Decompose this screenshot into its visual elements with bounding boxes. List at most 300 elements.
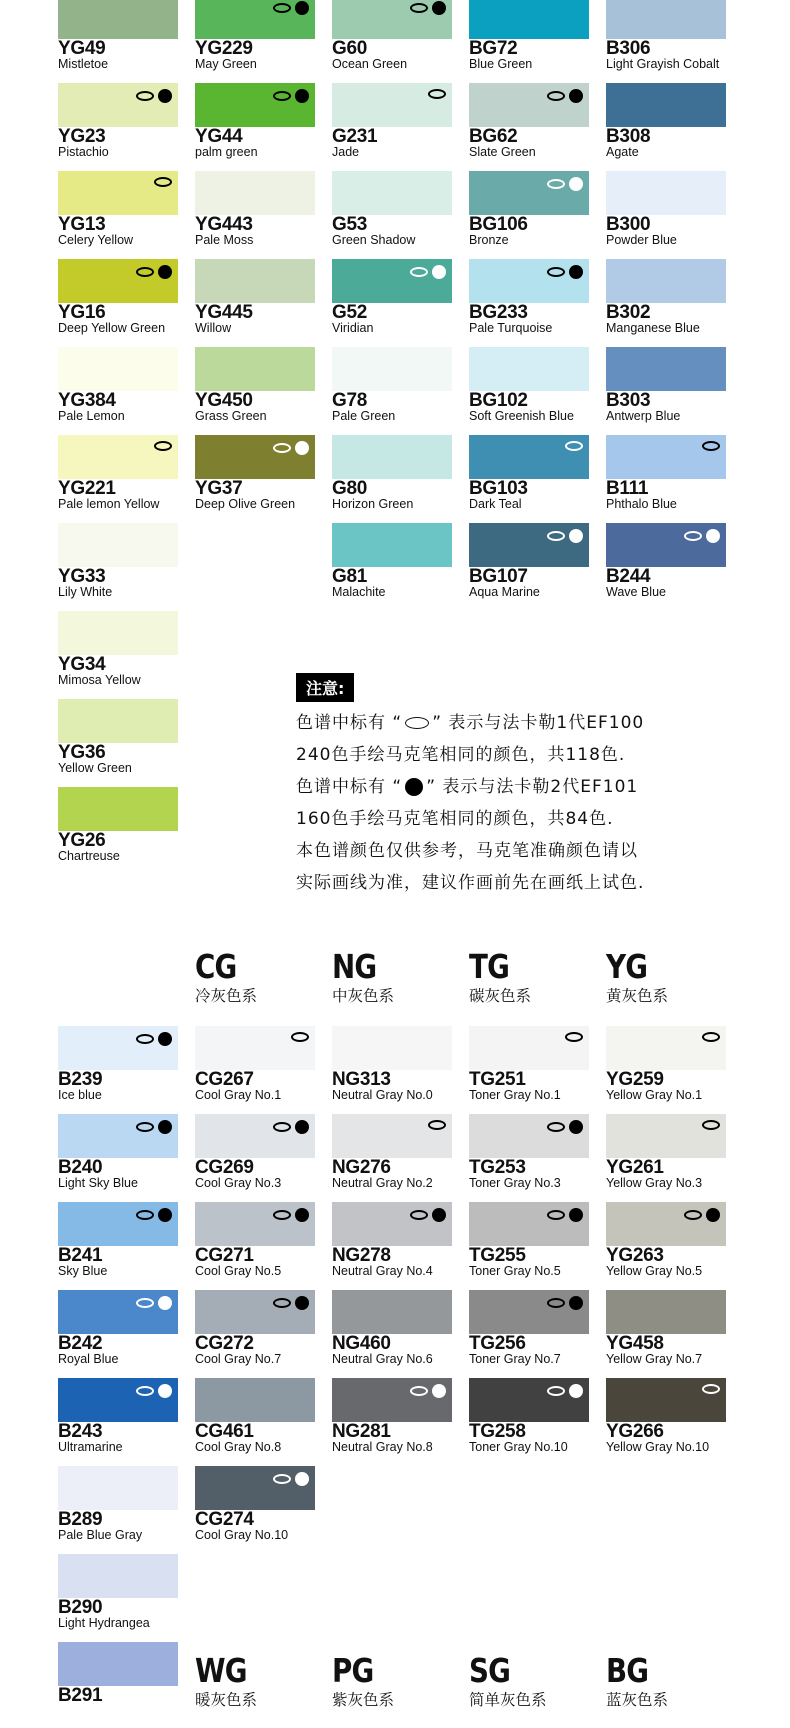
color-name: Powder Blue <box>606 233 677 247</box>
group-header <box>195 948 325 1006</box>
color-swatch <box>58 1378 178 1422</box>
color-name: Willow <box>195 321 232 335</box>
filled-circle-icon <box>158 1384 172 1398</box>
color-swatch-card <box>195 435 317 521</box>
marker-compat-icons <box>565 1032 583 1042</box>
color-swatch-card <box>195 0 317 81</box>
color-code: YG26 <box>58 830 106 851</box>
color-swatch <box>332 0 452 39</box>
color-code: YG44 <box>195 126 243 147</box>
open-circle-icon <box>702 441 720 451</box>
color-swatch <box>58 611 178 655</box>
open-circle-icon <box>136 267 154 277</box>
color-code: B300 <box>606 214 651 235</box>
color-swatch-card <box>332 1202 454 1288</box>
color-name: Grass Green <box>195 409 267 423</box>
color-swatch <box>195 0 315 39</box>
open-circle-icon <box>547 1122 565 1132</box>
open-circle-icon <box>702 1120 720 1130</box>
marker-compat-icons <box>273 441 309 455</box>
color-name: Wave Blue <box>606 585 666 599</box>
color-swatch <box>469 1026 589 1070</box>
color-name: Aqua Marine <box>469 585 540 599</box>
color-code: B243 <box>58 1421 103 1442</box>
filled-circle-icon <box>706 1208 720 1222</box>
color-swatch-card <box>332 0 454 81</box>
color-swatch <box>58 1202 178 1246</box>
marker-compat-icons <box>410 1 446 15</box>
color-code: B242 <box>58 1333 103 1354</box>
color-name: Pale Blue Gray <box>58 1528 143 1542</box>
color-name: Dark Teal <box>469 497 522 511</box>
color-code: CG267 <box>195 1069 254 1090</box>
color-name: Antwerp Blue <box>606 409 681 423</box>
group-subtitle: 紫灰色系 <box>332 1691 395 1709</box>
color-code: TG256 <box>469 1333 526 1354</box>
marker-compat-icons <box>136 1384 172 1398</box>
marker-compat-icons <box>273 1 309 15</box>
color-swatch-card <box>606 1202 728 1288</box>
color-name: Toner Gray No.3 <box>469 1176 561 1190</box>
open-circle-icon <box>428 89 446 99</box>
open-circle-icon <box>547 1386 565 1396</box>
color-code: B306 <box>606 38 651 59</box>
color-name: Neutral Gray No.8 <box>332 1440 433 1454</box>
open-circle-icon <box>547 179 565 189</box>
color-name: Green Shadow <box>332 233 416 247</box>
color-code: NG276 <box>332 1157 391 1178</box>
filled-circle-icon <box>569 1120 583 1134</box>
color-code: CG272 <box>195 1333 254 1354</box>
color-swatch-card <box>58 611 180 697</box>
marker-compat-icons <box>136 265 172 279</box>
open-circle-icon <box>410 1386 428 1396</box>
color-swatch-card <box>332 1378 454 1464</box>
filled-circle-icon <box>158 89 172 103</box>
color-code: CG269 <box>195 1157 254 1178</box>
color-swatch-card <box>195 1378 317 1464</box>
color-name: Light Hydrangea <box>58 1616 150 1630</box>
open-circle-icon <box>547 91 565 101</box>
color-name: Slate Green <box>469 145 536 159</box>
color-swatch <box>469 1290 589 1334</box>
color-code: YG450 <box>195 390 253 411</box>
color-swatch <box>606 1202 726 1246</box>
color-name: Ocean Green <box>332 57 408 71</box>
marker-compat-icons <box>428 89 446 99</box>
group-header <box>606 948 736 1006</box>
filled-circle-icon <box>295 1472 309 1486</box>
filled-circle-icon <box>569 265 583 279</box>
color-code: NG313 <box>332 1069 391 1090</box>
color-swatch <box>58 1554 178 1598</box>
color-name: Neutral Gray No.4 <box>332 1264 433 1278</box>
marker-compat-icons <box>136 1120 172 1134</box>
color-swatch-card <box>58 1466 180 1552</box>
color-name: Phthalo Blue <box>606 497 677 511</box>
color-code: NG281 <box>332 1421 391 1442</box>
marker-compat-icons <box>136 1296 172 1310</box>
color-name: Cool Gray No.5 <box>195 1264 282 1278</box>
open-circle-icon <box>547 531 565 541</box>
group-header <box>195 1652 325 1710</box>
color-swatch-card <box>606 259 728 345</box>
marker-compat-icons <box>702 441 720 451</box>
color-code: CG461 <box>195 1421 254 1442</box>
open-circle-icon <box>547 1210 565 1220</box>
note-line-1 <box>296 713 726 734</box>
filled-circle-icon <box>432 265 446 279</box>
color-name: Jade <box>332 145 360 159</box>
color-swatch <box>195 435 315 479</box>
color-swatch <box>332 1114 452 1158</box>
open-circle-icon <box>410 3 428 13</box>
color-swatch <box>58 699 178 743</box>
color-name: Chartreuse <box>58 849 120 863</box>
color-swatch <box>606 0 726 39</box>
color-swatch <box>332 1202 452 1246</box>
color-code: B239 <box>58 1069 103 1090</box>
marker-compat-icons <box>273 89 309 103</box>
color-swatch-card <box>469 259 591 345</box>
color-swatch <box>58 83 178 127</box>
open-circle-icon <box>428 1120 446 1130</box>
color-name: Celery Yellow <box>58 233 134 247</box>
color-swatch <box>332 83 452 127</box>
color-swatch <box>332 523 452 567</box>
color-name: May Green <box>195 57 257 71</box>
color-swatch-card <box>58 1114 180 1200</box>
color-swatch <box>195 347 315 391</box>
group-subtitle: 冷灰色系 <box>195 987 258 1005</box>
color-name: Toner Gray No.1 <box>469 1088 561 1102</box>
group-subtitle: 暖灰色系 <box>195 1691 258 1709</box>
color-swatch-card <box>58 1554 180 1640</box>
color-swatch <box>58 787 178 831</box>
color-code: B302 <box>606 302 651 323</box>
color-name: Pistachio <box>58 145 109 159</box>
color-swatch-card <box>606 1378 728 1464</box>
open-circle-icon <box>702 1384 720 1394</box>
color-name: Lily White <box>58 585 113 599</box>
marker-compat-icons <box>273 1208 309 1222</box>
color-swatch-card <box>195 1290 317 1376</box>
color-swatch-card <box>332 259 454 345</box>
color-code: G80 <box>332 478 368 499</box>
color-swatch <box>606 83 726 127</box>
color-code: BG103 <box>469 478 528 499</box>
color-name: Yellow Gray No.10 <box>606 1440 710 1454</box>
color-swatch-card <box>58 1202 180 1288</box>
filled-circle-icon <box>295 1120 309 1134</box>
color-swatch-card <box>195 83 317 169</box>
color-swatch <box>469 171 589 215</box>
color-swatch <box>195 1026 315 1070</box>
color-code: B240 <box>58 1157 103 1178</box>
color-swatch <box>606 171 726 215</box>
color-swatch <box>332 435 452 479</box>
color-swatch-card <box>606 435 728 521</box>
color-swatch-card <box>606 0 728 81</box>
color-swatch-card <box>606 523 728 609</box>
color-swatch <box>58 171 178 215</box>
open-circle-icon <box>273 1122 291 1132</box>
color-code: BG62 <box>469 126 518 147</box>
color-code: G53 <box>332 214 368 235</box>
open-circle-icon <box>702 1032 720 1042</box>
note-box <box>296 673 726 894</box>
marker-compat-icons <box>565 441 583 451</box>
color-name: Pale Moss <box>195 233 254 247</box>
color-swatch <box>58 1026 178 1070</box>
open-circle-icon <box>154 441 172 451</box>
color-code: B290 <box>58 1597 103 1618</box>
color-code: G78 <box>332 390 368 411</box>
open-circle-icon <box>547 267 565 277</box>
open-circle-icon <box>410 267 428 277</box>
color-swatch <box>469 523 589 567</box>
color-swatch-card <box>58 1642 180 1728</box>
color-swatch <box>469 1202 589 1246</box>
open-circle-icon <box>273 443 291 453</box>
note-line-2: 240色手绘马克笔相同的颜色，共118色. <box>296 745 626 765</box>
color-code: YG261 <box>606 1157 664 1178</box>
color-swatch-card <box>332 1114 454 1200</box>
color-name: Soft Greenish Blue <box>469 409 574 423</box>
color-swatch <box>469 1114 589 1158</box>
filled-circle-icon <box>158 1120 172 1134</box>
filled-circle-icon <box>295 1 309 15</box>
color-swatch-card <box>58 0 180 81</box>
filled-circle-icon <box>295 1208 309 1222</box>
filled-circle-icon <box>569 1296 583 1310</box>
color-code: YG16 <box>58 302 106 323</box>
color-code: YG37 <box>195 478 243 499</box>
filled-circle-icon <box>158 1032 172 1046</box>
color-swatch-card <box>606 83 728 169</box>
marker-compat-icons <box>273 1472 309 1486</box>
open-circle-icon <box>291 1032 309 1042</box>
color-name: Horizon Green <box>332 497 414 511</box>
color-swatch-card <box>195 1202 317 1288</box>
open-circle-icon <box>154 177 172 187</box>
color-code: YG221 <box>58 478 116 499</box>
color-swatch <box>332 1290 452 1334</box>
open-circle-icon <box>136 1298 154 1308</box>
color-code: YG384 <box>58 390 116 411</box>
color-swatch <box>58 1290 178 1334</box>
color-swatch-card <box>469 171 591 257</box>
note-title: 注意: <box>296 673 354 702</box>
color-code: YG36 <box>58 742 106 763</box>
color-swatch <box>332 171 452 215</box>
open-circle-icon <box>410 1210 428 1220</box>
color-swatch-card <box>469 1378 591 1464</box>
open-circle-icon <box>273 1474 291 1484</box>
color-swatch-card <box>469 347 591 433</box>
color-code: B244 <box>606 566 651 587</box>
color-code: G81 <box>332 566 368 587</box>
color-swatch <box>606 1378 726 1422</box>
filled-circle-icon <box>569 177 583 191</box>
color-name: Royal Blue <box>58 1352 119 1366</box>
color-code: YG443 <box>195 214 253 235</box>
color-swatch <box>58 259 178 303</box>
color-name: Pale Green <box>332 409 396 423</box>
marker-compat-icons <box>547 265 583 279</box>
marker-compat-icons <box>702 1120 720 1130</box>
open-circle-icon <box>273 91 291 101</box>
color-code: TG258 <box>469 1421 526 1442</box>
color-swatch-card <box>469 0 591 81</box>
filled-circle-icon <box>569 529 583 543</box>
color-swatch-card <box>469 435 591 521</box>
color-name: Viridian <box>332 321 374 335</box>
color-swatch <box>332 1378 452 1422</box>
color-swatch <box>195 1202 315 1246</box>
filled-circle-icon <box>295 89 309 103</box>
color-swatch-card <box>606 1290 728 1376</box>
color-swatch <box>469 1378 589 1422</box>
color-name: Yellow Green <box>58 761 132 775</box>
color-code: TG255 <box>469 1245 526 1266</box>
group-subtitle: 蓝灰色系 <box>606 1691 669 1709</box>
color-swatch-card <box>332 171 454 257</box>
color-swatch-card <box>469 1202 591 1288</box>
group-code: BG <box>606 1651 649 1690</box>
color-name: Mimosa Yellow <box>58 673 141 687</box>
color-name: Cool Gray No.7 <box>195 1352 282 1366</box>
color-name: Toner Gray No.5 <box>469 1264 561 1278</box>
color-swatch-card <box>195 1114 317 1200</box>
color-name: Sky Blue <box>58 1264 108 1278</box>
color-code: B289 <box>58 1509 103 1530</box>
color-code: NG460 <box>332 1333 391 1354</box>
note-line-3-b: ” 表示与法卡勒2代EF101 <box>426 777 639 797</box>
color-code: YG34 <box>58 654 106 675</box>
color-name: palm green <box>195 145 258 159</box>
color-swatch-card <box>332 435 454 521</box>
note-line-6: 实际画线为准，建议作画前先在画纸上试色. <box>296 873 645 893</box>
color-code: CG271 <box>195 1245 254 1266</box>
color-swatch-card <box>606 347 728 433</box>
color-swatch <box>469 347 589 391</box>
color-name: Cool Gray No.1 <box>195 1088 282 1102</box>
color-code: G60 <box>332 38 368 59</box>
color-swatch-card <box>195 259 317 345</box>
color-code: B111 <box>606 478 649 499</box>
filled-circle-icon <box>569 1384 583 1398</box>
color-code: BG72 <box>469 38 518 59</box>
color-name: Mistletoe <box>58 57 109 71</box>
marker-compat-icons <box>136 89 172 103</box>
color-name: Toner Gray No.7 <box>469 1352 561 1366</box>
color-swatch <box>195 171 315 215</box>
marker-compat-icons <box>154 177 172 187</box>
color-swatch <box>606 1026 726 1070</box>
filled-circle-icon <box>569 89 583 103</box>
filled-circle-icon <box>706 529 720 543</box>
color-swatch-card <box>58 1378 180 1464</box>
color-code: TG251 <box>469 1069 526 1090</box>
color-name: Manganese Blue <box>606 321 700 335</box>
color-swatch-card <box>58 699 180 785</box>
color-code: BG102 <box>469 390 528 411</box>
color-name: Deep Yellow Green <box>58 321 166 335</box>
marker-compat-icons <box>547 1296 583 1310</box>
open-circle-icon <box>565 441 583 451</box>
filled-circle-icon <box>158 1296 172 1310</box>
color-swatch <box>195 1290 315 1334</box>
group-code: NG <box>332 947 377 986</box>
color-name: Yellow Gray No.3 <box>606 1176 703 1190</box>
color-name: Neutral Gray No.0 <box>332 1088 433 1102</box>
color-swatch-card <box>332 523 454 609</box>
color-name: Yellow Gray No.5 <box>606 1264 703 1278</box>
color-swatch <box>606 435 726 479</box>
color-swatch <box>332 1026 452 1070</box>
color-code: BG233 <box>469 302 528 323</box>
color-code: TG253 <box>469 1157 526 1178</box>
color-swatch-card <box>195 1026 317 1112</box>
open-circle-icon <box>136 1034 154 1044</box>
color-swatch-card <box>195 347 317 433</box>
filled-circle-icon <box>432 1208 446 1222</box>
group-header <box>469 948 599 1006</box>
filled-circle-icon <box>432 1384 446 1398</box>
color-code: G231 <box>332 126 378 147</box>
note-line-1-b: ” 表示与法卡勒1代EF100 <box>432 713 645 733</box>
filled-circle-icon <box>295 441 309 455</box>
marker-compat-icons <box>547 529 583 543</box>
color-swatch-card <box>58 171 180 257</box>
color-code: YG266 <box>606 1421 664 1442</box>
open-circle-icon <box>547 1298 565 1308</box>
color-name: Malachite <box>332 585 386 599</box>
marker-compat-icons <box>428 1120 446 1130</box>
color-name: Cool Gray No.10 <box>195 1528 289 1542</box>
color-name: Light Sky Blue <box>58 1176 138 1190</box>
color-name: Agate <box>606 145 639 159</box>
group-subtitle: 黄灰色系 <box>606 987 669 1005</box>
color-name: Pale Lemon <box>58 409 125 423</box>
color-swatch-card <box>58 259 180 345</box>
filled-circle-icon <box>569 1208 583 1222</box>
color-swatch <box>58 435 178 479</box>
group-subtitle: 碳灰色系 <box>469 987 532 1005</box>
color-name: Light Grayish Cobalt <box>606 57 720 71</box>
color-swatch-card <box>195 171 317 257</box>
note-line-3-a: 色谱中标有 “ <box>296 777 403 797</box>
open-circle-icon <box>273 1210 291 1220</box>
color-name: Toner Gray No.10 <box>469 1440 568 1454</box>
color-swatch-card <box>469 1026 591 1112</box>
color-code: BG107 <box>469 566 528 587</box>
color-code: YG445 <box>195 302 253 323</box>
open-circle-icon <box>136 91 154 101</box>
color-code: YG259 <box>606 1069 664 1090</box>
color-swatch <box>606 523 726 567</box>
color-swatch <box>469 259 589 303</box>
group-header <box>606 1652 736 1710</box>
color-swatch <box>195 1466 315 1510</box>
color-swatch-card <box>58 1026 180 1112</box>
color-name: Ice blue <box>58 1088 102 1102</box>
filled-circle-icon <box>158 265 172 279</box>
color-code: B308 <box>606 126 651 147</box>
color-swatch <box>606 1114 726 1158</box>
group-code: CG <box>195 947 237 986</box>
